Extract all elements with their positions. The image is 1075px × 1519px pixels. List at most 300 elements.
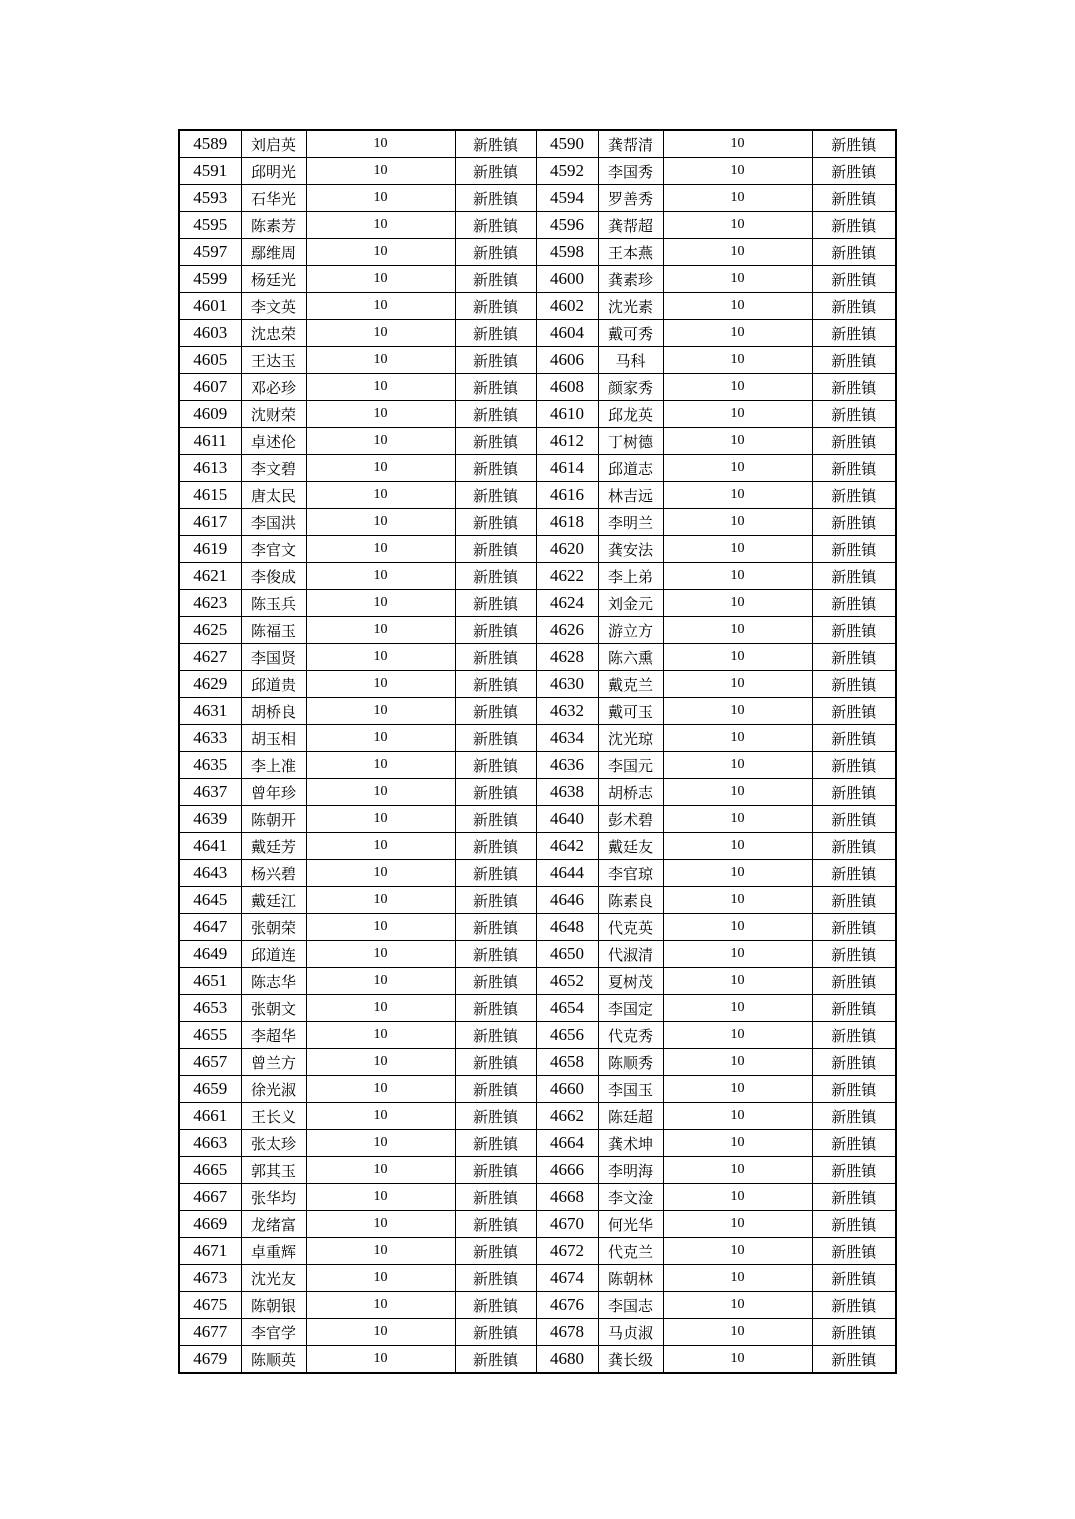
table-row: [179, 509, 896, 536]
person-name: 戴可秀: [598, 320, 663, 347]
record-number: 4604: [536, 320, 598, 347]
town-name: 新胜镇: [812, 698, 896, 725]
record-number: 4668: [536, 1184, 598, 1211]
record-number: 4610: [536, 401, 598, 428]
table-row: [179, 752, 896, 779]
town-name: 新胜镇: [455, 617, 536, 644]
amount: 10: [663, 130, 812, 158]
amount: 10: [663, 455, 812, 482]
person-name: 张华均: [241, 1184, 306, 1211]
amount: 10: [306, 536, 455, 563]
town-name: 新胜镇: [812, 1346, 896, 1374]
record-number: 4656: [536, 1022, 598, 1049]
table-row: [179, 1346, 896, 1374]
town-name: 新胜镇: [812, 1292, 896, 1319]
town-name: 新胜镇: [812, 1022, 896, 1049]
person-name: 李文碧: [241, 455, 306, 482]
town-name: 新胜镇: [455, 1022, 536, 1049]
person-name: 夏树茂: [598, 968, 663, 995]
amount: 10: [663, 428, 812, 455]
table-row: [179, 1076, 896, 1103]
record-number: 4655: [179, 1022, 241, 1049]
table-row: [179, 239, 896, 266]
amount: 10: [306, 833, 455, 860]
amount: 10: [663, 1157, 812, 1184]
record-number: 4639: [179, 806, 241, 833]
amount: 10: [663, 482, 812, 509]
person-name: 戴廷江: [241, 887, 306, 914]
record-number: 4591: [179, 158, 241, 185]
record-number: 4599: [179, 266, 241, 293]
town-name: 新胜镇: [455, 590, 536, 617]
record-number: 4609: [179, 401, 241, 428]
town-name: 新胜镇: [812, 320, 896, 347]
town-name: 新胜镇: [812, 617, 896, 644]
table-row: [179, 1157, 896, 1184]
person-name: 邓必珍: [241, 374, 306, 401]
record-number: 4628: [536, 644, 598, 671]
town-name: 新胜镇: [455, 1184, 536, 1211]
record-number: 4646: [536, 887, 598, 914]
person-name: 沈财荣: [241, 401, 306, 428]
town-name: 新胜镇: [812, 212, 896, 239]
town-name: 新胜镇: [455, 1265, 536, 1292]
town-name: 新胜镇: [455, 1211, 536, 1238]
record-number: 4633: [179, 725, 241, 752]
person-name: 李国秀: [598, 158, 663, 185]
town-name: 新胜镇: [812, 914, 896, 941]
town-name: 新胜镇: [455, 374, 536, 401]
table-row: [179, 401, 896, 428]
amount: 10: [306, 1130, 455, 1157]
record-number: 4592: [536, 158, 598, 185]
amount: 10: [663, 995, 812, 1022]
amount: 10: [306, 1265, 455, 1292]
record-number: 4634: [536, 725, 598, 752]
amount: 10: [663, 725, 812, 752]
person-name: 张太珍: [241, 1130, 306, 1157]
town-name: 新胜镇: [455, 158, 536, 185]
person-name: 丁树德: [598, 428, 663, 455]
person-name: 邱道贵: [241, 671, 306, 698]
town-name: 新胜镇: [455, 752, 536, 779]
town-name: 新胜镇: [455, 941, 536, 968]
record-number: 4665: [179, 1157, 241, 1184]
town-name: 新胜镇: [812, 1184, 896, 1211]
amount: 10: [306, 347, 455, 374]
person-name: 曾兰方: [241, 1049, 306, 1076]
person-name: 代克兰: [598, 1238, 663, 1265]
record-number: 4640: [536, 806, 598, 833]
town-name: 新胜镇: [812, 347, 896, 374]
amount: 10: [663, 212, 812, 239]
amount: 10: [663, 752, 812, 779]
person-name: 陈志华: [241, 968, 306, 995]
person-name: 龚长级: [598, 1346, 663, 1374]
town-name: 新胜镇: [812, 671, 896, 698]
town-name: 新胜镇: [812, 428, 896, 455]
person-name: 沈忠荣: [241, 320, 306, 347]
record-number: 4622: [536, 563, 598, 590]
record-number: 4616: [536, 482, 598, 509]
table-row: [179, 671, 896, 698]
record-number: 4635: [179, 752, 241, 779]
town-name: 新胜镇: [455, 671, 536, 698]
amount: 10: [663, 266, 812, 293]
amount: 10: [663, 968, 812, 995]
table-row: [179, 941, 896, 968]
town-name: 新胜镇: [812, 455, 896, 482]
person-name: 陈廷超: [598, 1103, 663, 1130]
town-name: 新胜镇: [455, 725, 536, 752]
amount: 10: [663, 1103, 812, 1130]
person-name: 代克秀: [598, 1022, 663, 1049]
town-name: 新胜镇: [455, 266, 536, 293]
table-row: [179, 1265, 896, 1292]
record-number: 4660: [536, 1076, 598, 1103]
amount: 10: [306, 1292, 455, 1319]
amount: 10: [306, 374, 455, 401]
person-name: 李文英: [241, 293, 306, 320]
town-name: 新胜镇: [455, 968, 536, 995]
table-row: [179, 995, 896, 1022]
person-name: 李上弟: [598, 563, 663, 590]
record-number: 4602: [536, 293, 598, 320]
amount: 10: [306, 617, 455, 644]
person-name: 林吉远: [598, 482, 663, 509]
amount: 10: [306, 995, 455, 1022]
town-name: 新胜镇: [455, 239, 536, 266]
person-name: 李超华: [241, 1022, 306, 1049]
record-number: 4611: [179, 428, 241, 455]
record-number: 4618: [536, 509, 598, 536]
person-name: 李文淦: [598, 1184, 663, 1211]
person-name: 戴克兰: [598, 671, 663, 698]
amount: 10: [663, 1022, 812, 1049]
record-number: 4612: [536, 428, 598, 455]
person-name: 邱明光: [241, 158, 306, 185]
amount: 10: [306, 806, 455, 833]
amount: 10: [663, 806, 812, 833]
town-name: 新胜镇: [812, 1157, 896, 1184]
amount: 10: [306, 860, 455, 887]
record-number: 4670: [536, 1211, 598, 1238]
person-name: 陈朝银: [241, 1292, 306, 1319]
table-row: [179, 644, 896, 671]
person-name: 刘金元: [598, 590, 663, 617]
town-name: 新胜镇: [455, 130, 536, 158]
table-row: [179, 806, 896, 833]
record-number: 4662: [536, 1103, 598, 1130]
record-number: 4597: [179, 239, 241, 266]
amount: 10: [663, 185, 812, 212]
table-row: [179, 1238, 896, 1265]
amount: 10: [306, 1157, 455, 1184]
person-name: 王长义: [241, 1103, 306, 1130]
record-number: 4613: [179, 455, 241, 482]
amount: 10: [663, 1184, 812, 1211]
amount: 10: [663, 671, 812, 698]
person-name: 李明海: [598, 1157, 663, 1184]
town-name: 新胜镇: [812, 239, 896, 266]
record-number: 4601: [179, 293, 241, 320]
table-row: [179, 725, 896, 752]
amount: 10: [306, 455, 455, 482]
amount: 10: [306, 887, 455, 914]
town-name: 新胜镇: [455, 482, 536, 509]
record-number: 4625: [179, 617, 241, 644]
town-name: 新胜镇: [812, 752, 896, 779]
record-number: 4676: [536, 1292, 598, 1319]
amount: 10: [306, 1049, 455, 1076]
amount: 10: [663, 590, 812, 617]
amount: 10: [663, 1130, 812, 1157]
person-name: 陈朝开: [241, 806, 306, 833]
amount: 10: [663, 1346, 812, 1374]
amount: 10: [306, 1319, 455, 1346]
record-number: 4607: [179, 374, 241, 401]
amount: 10: [306, 1211, 455, 1238]
person-name: 李国洪: [241, 509, 306, 536]
table-row: [179, 1184, 896, 1211]
record-number: 4674: [536, 1265, 598, 1292]
record-number: 4667: [179, 1184, 241, 1211]
record-number: 4626: [536, 617, 598, 644]
person-name: 龚术坤: [598, 1130, 663, 1157]
amount: 10: [306, 185, 455, 212]
amount: 10: [306, 482, 455, 509]
record-number: 4589: [179, 130, 241, 158]
table-row: [179, 779, 896, 806]
amount: 10: [306, 1184, 455, 1211]
town-name: 新胜镇: [812, 374, 896, 401]
town-name: 新胜镇: [812, 725, 896, 752]
town-name: 新胜镇: [812, 1049, 896, 1076]
amount: 10: [306, 1103, 455, 1130]
record-number: 4644: [536, 860, 598, 887]
table-row: [179, 833, 896, 860]
person-name: 游立方: [598, 617, 663, 644]
person-name: 杨廷光: [241, 266, 306, 293]
person-name: 李上准: [241, 752, 306, 779]
roster-body: [179, 130, 896, 1373]
amount: 10: [663, 536, 812, 563]
person-name: 戴可玉: [598, 698, 663, 725]
amount: 10: [306, 1076, 455, 1103]
person-name: 胡桥良: [241, 698, 306, 725]
town-name: 新胜镇: [455, 995, 536, 1022]
record-number: 4658: [536, 1049, 598, 1076]
town-name: 新胜镇: [455, 914, 536, 941]
amount: 10: [306, 1346, 455, 1374]
person-name: 胡玉相: [241, 725, 306, 752]
record-number: 4677: [179, 1319, 241, 1346]
person-name: 代克英: [598, 914, 663, 941]
record-number: 4594: [536, 185, 598, 212]
table-row: [179, 347, 896, 374]
town-name: 新胜镇: [455, 1076, 536, 1103]
town-name: 新胜镇: [455, 563, 536, 590]
person-name: 李国元: [598, 752, 663, 779]
town-name: 新胜镇: [812, 1319, 896, 1346]
town-name: 新胜镇: [812, 887, 896, 914]
record-number: 4653: [179, 995, 241, 1022]
person-name: 王达玉: [241, 347, 306, 374]
person-name: 李明兰: [598, 509, 663, 536]
amount: 10: [663, 374, 812, 401]
town-name: 新胜镇: [455, 1319, 536, 1346]
table-row: [179, 293, 896, 320]
amount: 10: [663, 941, 812, 968]
town-name: 新胜镇: [455, 401, 536, 428]
person-name: 龚帮清: [598, 130, 663, 158]
town-name: 新胜镇: [455, 644, 536, 671]
amount: 10: [663, 1238, 812, 1265]
amount: 10: [306, 752, 455, 779]
amount: 10: [306, 1022, 455, 1049]
town-name: 新胜镇: [812, 833, 896, 860]
amount: 10: [306, 428, 455, 455]
town-name: 新胜镇: [455, 1130, 536, 1157]
person-name: 何光华: [598, 1211, 663, 1238]
person-name: 沈光素: [598, 293, 663, 320]
town-name: 新胜镇: [455, 1346, 536, 1374]
amount: 10: [306, 239, 455, 266]
amount: 10: [306, 590, 455, 617]
record-number: 4664: [536, 1130, 598, 1157]
amount: 10: [663, 1319, 812, 1346]
record-number: 4642: [536, 833, 598, 860]
town-name: 新胜镇: [812, 482, 896, 509]
town-name: 新胜镇: [812, 1130, 896, 1157]
amount: 10: [306, 644, 455, 671]
record-number: 4652: [536, 968, 598, 995]
table-row: [179, 1319, 896, 1346]
person-name: 李俊成: [241, 563, 306, 590]
town-name: 新胜镇: [812, 1265, 896, 1292]
amount: 10: [306, 563, 455, 590]
table-row: [179, 1211, 896, 1238]
amount: 10: [306, 671, 455, 698]
town-name: 新胜镇: [812, 266, 896, 293]
amount: 10: [663, 239, 812, 266]
town-name: 新胜镇: [455, 347, 536, 374]
person-name: 马科: [598, 347, 663, 374]
record-number: 4645: [179, 887, 241, 914]
amount: 10: [663, 401, 812, 428]
record-number: 4631: [179, 698, 241, 725]
town-name: 新胜镇: [812, 860, 896, 887]
record-number: 4630: [536, 671, 598, 698]
person-name: 邱道志: [598, 455, 663, 482]
record-number: 4621: [179, 563, 241, 590]
amount: 10: [306, 779, 455, 806]
table-row: [179, 698, 896, 725]
table-row: [179, 185, 896, 212]
table-row: [179, 617, 896, 644]
table-row: [179, 914, 896, 941]
record-number: 4596: [536, 212, 598, 239]
record-number: 4600: [536, 266, 598, 293]
town-name: 新胜镇: [455, 806, 536, 833]
record-number: 4629: [179, 671, 241, 698]
amount: 10: [306, 320, 455, 347]
amount: 10: [663, 1292, 812, 1319]
town-name: 新胜镇: [812, 1238, 896, 1265]
person-name: 鄢维周: [241, 239, 306, 266]
town-name: 新胜镇: [455, 698, 536, 725]
record-number: 4671: [179, 1238, 241, 1265]
record-number: 4649: [179, 941, 241, 968]
record-number: 4590: [536, 130, 598, 158]
person-name: 郭其玉: [241, 1157, 306, 1184]
record-number: 4659: [179, 1076, 241, 1103]
town-name: 新胜镇: [812, 779, 896, 806]
amount: 10: [663, 779, 812, 806]
amount: 10: [306, 158, 455, 185]
person-name: 陈玉兵: [241, 590, 306, 617]
record-number: 4636: [536, 752, 598, 779]
person-name: 刘启英: [241, 130, 306, 158]
town-name: 新胜镇: [812, 1211, 896, 1238]
table-row: [179, 1103, 896, 1130]
person-name: 陈顺秀: [598, 1049, 663, 1076]
person-name: 沈光友: [241, 1265, 306, 1292]
amount: 10: [663, 1265, 812, 1292]
person-name: 代淑清: [598, 941, 663, 968]
record-number: 4651: [179, 968, 241, 995]
town-name: 新胜镇: [455, 455, 536, 482]
record-number: 4666: [536, 1157, 598, 1184]
person-name: 陈福玉: [241, 617, 306, 644]
person-name: 李国定: [598, 995, 663, 1022]
record-number: 4632: [536, 698, 598, 725]
record-number: 4679: [179, 1346, 241, 1374]
person-name: 杨兴碧: [241, 860, 306, 887]
amount: 10: [306, 266, 455, 293]
person-name: 龚安法: [598, 536, 663, 563]
record-number: 4595: [179, 212, 241, 239]
amount: 10: [663, 347, 812, 374]
town-name: 新胜镇: [455, 779, 536, 806]
record-number: 4638: [536, 779, 598, 806]
amount: 10: [663, 698, 812, 725]
person-name: 陈六熏: [598, 644, 663, 671]
table-row: [179, 428, 896, 455]
town-name: 新胜镇: [812, 941, 896, 968]
record-number: 4648: [536, 914, 598, 941]
record-number: 4615: [179, 482, 241, 509]
person-name: 陈素芳: [241, 212, 306, 239]
amount: 10: [306, 130, 455, 158]
town-name: 新胜镇: [812, 806, 896, 833]
record-number: 4598: [536, 239, 598, 266]
record-number: 4672: [536, 1238, 598, 1265]
person-name: 马贞淑: [598, 1319, 663, 1346]
record-number: 4654: [536, 995, 598, 1022]
town-name: 新胜镇: [812, 401, 896, 428]
amount: 10: [306, 941, 455, 968]
town-name: 新胜镇: [455, 1049, 536, 1076]
town-name: 新胜镇: [455, 509, 536, 536]
record-number: 4661: [179, 1103, 241, 1130]
town-name: 新胜镇: [455, 185, 536, 212]
person-name: 李国贤: [241, 644, 306, 671]
town-name: 新胜镇: [455, 536, 536, 563]
amount: 10: [663, 887, 812, 914]
town-name: 新胜镇: [812, 185, 896, 212]
table-row: [179, 130, 896, 158]
